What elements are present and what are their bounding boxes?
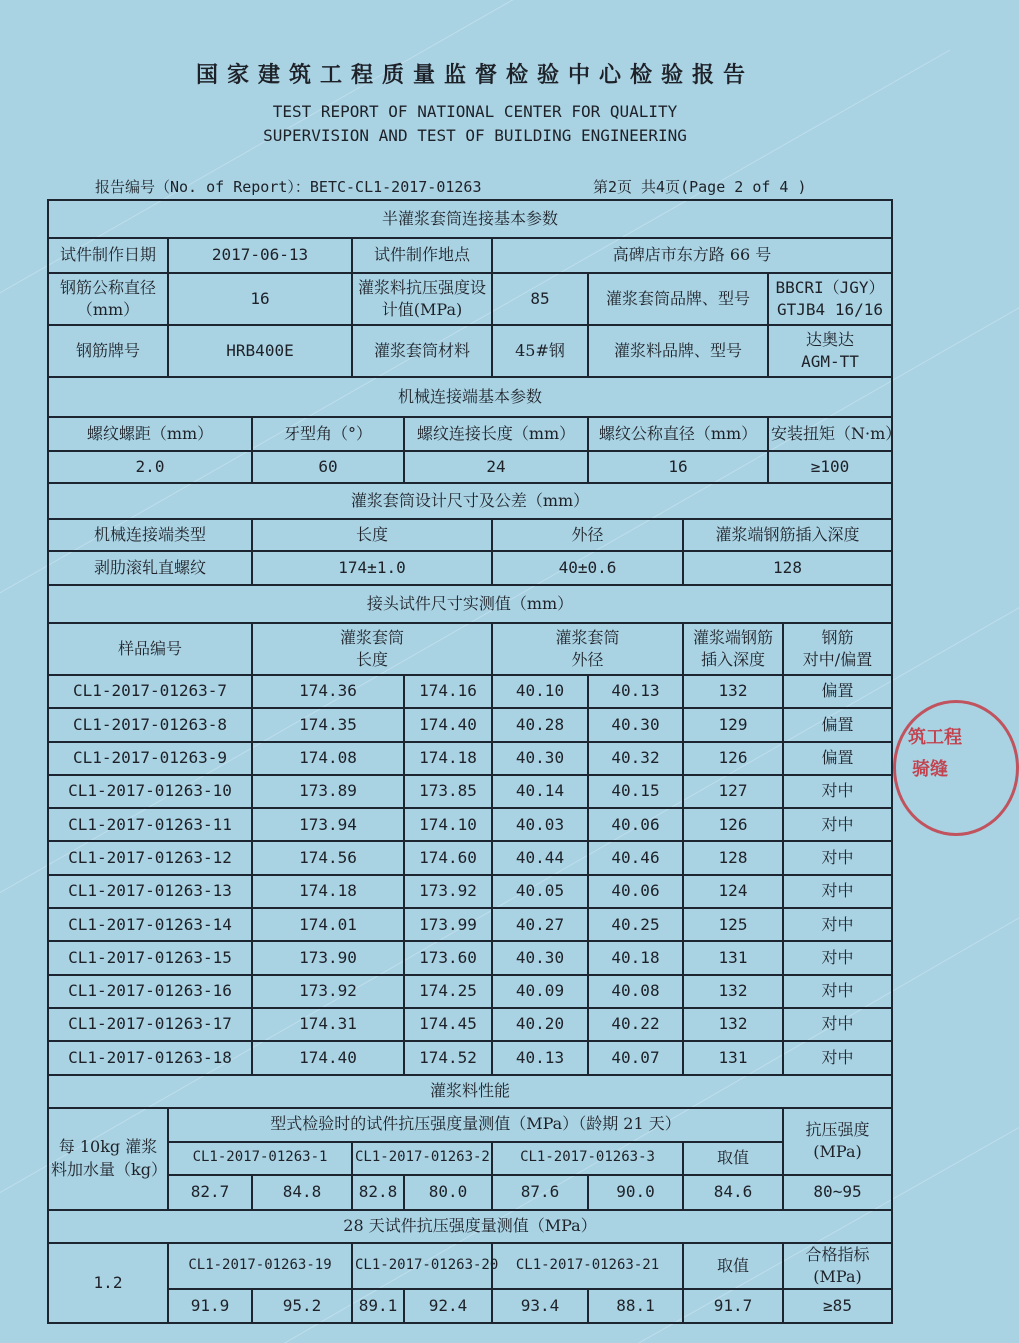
length-2: 174.45 xyxy=(404,1008,492,1041)
column-header: 灌浆端钢筋插入深度 xyxy=(683,519,892,551)
label-cell: 试件制作地点 xyxy=(352,238,492,273)
length-1: 173.90 xyxy=(252,941,404,974)
table-row xyxy=(48,975,892,1008)
stamp-text-1: 筑工程 xyxy=(908,727,962,748)
length-1: 173.89 xyxy=(252,775,404,808)
outer-dia-2: 40.18 xyxy=(588,941,683,974)
section-title-row xyxy=(48,377,892,417)
length-1: 174.35 xyxy=(252,708,404,741)
length-1: 174.01 xyxy=(252,908,404,941)
value-cell: 128 xyxy=(683,551,892,585)
seal-stamp xyxy=(893,700,1019,836)
alignment: 对中 xyxy=(783,941,892,974)
sample-id: CL1-2017-01263-7 xyxy=(48,675,252,708)
column-header: 样品编号 xyxy=(48,623,252,675)
stamp-text-2: 骑缝 xyxy=(912,759,948,780)
alignment: 偏置 xyxy=(783,675,892,708)
insert-depth: 129 xyxy=(683,708,783,741)
column-header xyxy=(783,623,892,675)
table-header-row xyxy=(48,519,892,551)
outer-dia-1: 40.09 xyxy=(492,975,588,1008)
section-title-row xyxy=(48,483,892,519)
table-row xyxy=(48,808,892,841)
outer-dia-1: 40.44 xyxy=(492,841,588,874)
header-line: 对中/偏置 xyxy=(802,650,873,669)
table-row xyxy=(48,551,892,585)
value-cell: 91.9 xyxy=(168,1289,252,1323)
value-cell: 40±0.6 xyxy=(492,551,683,585)
outer-dia-1: 40.30 xyxy=(492,941,588,974)
table-header-row xyxy=(48,1108,892,1142)
table-row xyxy=(48,675,892,708)
take-value-label: 取值 xyxy=(683,1142,783,1175)
alignment: 对中 xyxy=(783,975,892,1008)
length-2: 174.10 xyxy=(404,808,492,841)
length-1: 174.36 xyxy=(252,675,404,708)
table-header-row xyxy=(48,417,892,451)
insert-depth: 132 xyxy=(683,1008,783,1041)
label-cell: 灌浆料抗压强度设计值(MPa) xyxy=(352,273,492,325)
value-cell: 84.8 xyxy=(252,1175,352,1210)
value-cell: 80.0 xyxy=(404,1175,492,1210)
value-cell xyxy=(768,273,892,325)
outer-dia-2: 40.15 xyxy=(588,775,683,808)
outer-dia-1: 40.05 xyxy=(492,875,588,908)
sample-id: CL1-2017-01263-18 xyxy=(48,1041,252,1074)
header-line: 外径 xyxy=(571,650,604,669)
label-cell: 钢筋公称直径（mm） xyxy=(48,273,168,325)
value-cell: 89.1 xyxy=(352,1289,404,1323)
value-cell: 剥肋滚轧直螺纹 xyxy=(48,551,252,585)
insert-depth: 125 xyxy=(683,908,783,941)
column-header xyxy=(492,623,683,675)
column-header: 螺纹连接长度（mm） xyxy=(404,417,588,451)
column-header: 机械连接端类型 xyxy=(48,519,252,551)
section-title: 灌浆套筒设计尺寸及公差（mm） xyxy=(48,483,892,519)
outer-dia-1: 40.13 xyxy=(492,1041,588,1074)
value-cell: 92.4 xyxy=(404,1289,492,1323)
table-row xyxy=(48,708,892,741)
value-cell: 87.6 xyxy=(492,1175,588,1210)
header-line: 钢筋 xyxy=(821,627,854,647)
length-1: 174.56 xyxy=(252,841,404,874)
table-row xyxy=(48,325,892,377)
spec-label: 合格指标(MPa) xyxy=(783,1243,892,1290)
take-value: 91.7 xyxy=(683,1289,783,1323)
value-cell: 2017-06-13 xyxy=(168,238,352,273)
table-row xyxy=(48,1289,892,1323)
take-value: 84.6 xyxy=(683,1175,783,1210)
table-row xyxy=(48,908,892,941)
insert-depth: 128 xyxy=(683,841,783,874)
table-row xyxy=(48,1175,892,1210)
label-cell: 灌浆套筒品牌、型号 xyxy=(588,273,768,325)
alignment: 对中 xyxy=(783,841,892,874)
label-cell: 试件制作日期 xyxy=(48,238,168,273)
outer-dia-2: 40.07 xyxy=(588,1041,683,1074)
alignment: 对中 xyxy=(783,1041,892,1074)
insert-depth: 127 xyxy=(683,775,783,808)
length-1: 174.40 xyxy=(252,1041,404,1074)
report-title-en-line2: SUPERVISION AND TEST OF BUILDING ENGINEERING xyxy=(263,126,687,145)
strength-range-label: 抗压强度(MPa) xyxy=(783,1108,892,1175)
sample-id: CL1-2017-01263-19 xyxy=(168,1243,352,1290)
value-cell: 82.8 xyxy=(352,1175,404,1210)
sample-id: CL1-2017-01263-21 xyxy=(492,1243,683,1290)
value-cell: 82.7 xyxy=(168,1175,252,1210)
alignment: 对中 xyxy=(783,908,892,941)
section-title-row xyxy=(48,1075,892,1108)
insert-depth: 126 xyxy=(683,742,783,775)
table-row xyxy=(48,1142,892,1175)
report-number: 报告编号（No. of Report）：BETC-CL1-2017-01263 xyxy=(95,178,482,196)
insert-depth: 132 xyxy=(683,675,783,708)
take-value-label: 取值 xyxy=(683,1243,783,1290)
sample-id: CL1-2017-01263-17 xyxy=(48,1008,252,1041)
length-1: 174.18 xyxy=(252,875,404,908)
value-cell: 45#钢 xyxy=(492,325,588,377)
value-cell: 174±1.0 xyxy=(252,551,492,585)
insert-depth: 132 xyxy=(683,975,783,1008)
table-row xyxy=(48,775,892,808)
sample-id: CL1-2017-01263-16 xyxy=(48,975,252,1008)
header-line: 灌浆套筒 xyxy=(555,627,620,647)
value-cell xyxy=(768,325,892,377)
table-row xyxy=(48,742,892,775)
report-title-en-line1: TEST REPORT OF NATIONAL CENTER FOR QUALITY xyxy=(272,102,678,121)
outer-dia-1: 40.03 xyxy=(492,808,588,841)
header-line: 长度 xyxy=(355,650,388,669)
length-1: 174.08 xyxy=(252,742,404,775)
table-row xyxy=(48,1041,892,1074)
length-2: 174.52 xyxy=(404,1041,492,1074)
value-cell: ≥100 xyxy=(768,451,892,483)
spec-value: ≥85 xyxy=(783,1289,892,1323)
table-row xyxy=(48,451,892,483)
length-2: 174.40 xyxy=(404,708,492,741)
column-header: 外径 xyxy=(492,519,683,551)
column-header: 螺纹公称直径（mm） xyxy=(588,417,768,451)
length-1: 174.31 xyxy=(252,1008,404,1041)
section-title: 接头试件尺寸实测值（mm） xyxy=(48,585,892,623)
value-cell: 2.0 xyxy=(48,451,252,483)
column-header: 安装扭矩（N·m） xyxy=(768,417,892,451)
header-line: 灌浆套筒 xyxy=(339,627,404,647)
outer-dia-1: 40.28 xyxy=(492,708,588,741)
length-1: 173.94 xyxy=(252,808,404,841)
value-cell: 16 xyxy=(588,451,768,483)
value-cell: HRB400E xyxy=(168,325,352,377)
brand-line-2: GTJB4 16/16 xyxy=(777,300,883,319)
outer-dia-1: 40.30 xyxy=(492,742,588,775)
column-header xyxy=(252,623,492,675)
outer-dia-2: 40.46 xyxy=(588,841,683,874)
outer-dia-1: 40.10 xyxy=(492,675,588,708)
insert-depth: 131 xyxy=(683,941,783,974)
water-ratio-value: 1.2 xyxy=(48,1243,168,1324)
sample-id: CL1-2017-01263-3 xyxy=(492,1142,683,1175)
section-title-row xyxy=(48,585,892,623)
table-row xyxy=(48,841,892,874)
water-ratio-label: 每 10kg 灌浆料加水量（kg） xyxy=(48,1108,168,1210)
strength-range-value: 80~95 xyxy=(783,1175,892,1210)
sample-id: CL1-2017-01263-9 xyxy=(48,742,252,775)
sample-id: CL1-2017-01263-8 xyxy=(48,708,252,741)
value-cell: 高碑店市东方路 66 号 xyxy=(492,238,892,273)
length-2: 173.92 xyxy=(404,875,492,908)
sample-id: CL1-2017-01263-20 xyxy=(352,1243,492,1290)
table-row xyxy=(48,941,892,974)
insert-depth: 126 xyxy=(683,808,783,841)
alignment: 偏置 xyxy=(783,742,892,775)
outer-dia-1: 40.27 xyxy=(492,908,588,941)
outer-dia-2: 40.32 xyxy=(588,742,683,775)
outer-dia-2: 40.13 xyxy=(588,675,683,708)
sample-id: CL1-2017-01263-13 xyxy=(48,875,252,908)
value-cell: 95.2 xyxy=(252,1289,352,1323)
page-indicator: 第2页 共4页(Page 2 of 4 ) xyxy=(593,178,807,196)
alignment: 偏置 xyxy=(783,708,892,741)
report-title-cn: 国家建筑工程质量监督检验中心检验报告 xyxy=(195,63,754,88)
insert-depth: 131 xyxy=(683,1041,783,1074)
outer-dia-2: 40.25 xyxy=(588,908,683,941)
alignment: 对中 xyxy=(783,1008,892,1041)
value-cell: 85 xyxy=(492,273,588,325)
column-header: 长度 xyxy=(252,519,492,551)
alignment: 对中 xyxy=(783,775,892,808)
value-cell: 90.0 xyxy=(588,1175,683,1210)
table-row xyxy=(48,238,892,273)
section-title: 28 天试件抗压强度量测值（MPa） xyxy=(48,1210,892,1243)
outer-dia-2: 40.06 xyxy=(588,808,683,841)
table-row xyxy=(48,875,892,908)
label-cell: 灌浆套筒材料 xyxy=(352,325,492,377)
section-title: 半灌浆套筒连接基本参数 xyxy=(48,200,892,238)
sample-id: CL1-2017-01263-10 xyxy=(48,775,252,808)
column-header: 螺纹螺距（mm） xyxy=(48,417,252,451)
length-2: 174.18 xyxy=(404,742,492,775)
outer-dia-2: 40.06 xyxy=(588,875,683,908)
section-title: 机械连接端基本参数 xyxy=(48,377,892,417)
sample-id: CL1-2017-01263-2 xyxy=(352,1142,492,1175)
sample-id: CL1-2017-01263-14 xyxy=(48,908,252,941)
sample-id: CL1-2017-01263-15 xyxy=(48,941,252,974)
section-title-row xyxy=(48,200,892,238)
label-cell: 灌浆料品牌、型号 xyxy=(588,325,768,377)
length-2: 173.60 xyxy=(404,941,492,974)
header-line: 灌浆端钢筋 xyxy=(692,627,773,647)
type-test-title: 型式检验时的试件抗压强度量测值（MPa）（龄期 21 天） xyxy=(168,1108,783,1142)
insert-depth: 124 xyxy=(683,875,783,908)
header-line: 插入深度 xyxy=(700,650,765,669)
length-2: 173.85 xyxy=(404,775,492,808)
column-header: 牙型角（°） xyxy=(252,417,404,451)
alignment: 对中 xyxy=(783,808,892,841)
length-2: 174.16 xyxy=(404,675,492,708)
column-header xyxy=(683,623,783,675)
length-1: 173.92 xyxy=(252,975,404,1008)
section-title: 灌浆料性能 xyxy=(48,1075,892,1108)
length-2: 174.25 xyxy=(404,975,492,1008)
report-number-line xyxy=(95,176,807,197)
sample-rows xyxy=(48,675,892,1075)
report-table xyxy=(47,199,902,1324)
table-row xyxy=(48,1243,892,1290)
value-cell: 24 xyxy=(404,451,588,483)
section-title-row xyxy=(48,1210,892,1243)
brand-line-1: BBCRI（JGY） xyxy=(775,277,885,297)
outer-dia-1: 40.14 xyxy=(492,775,588,808)
sample-id: CL1-2017-01263-1 xyxy=(168,1142,352,1175)
outer-dia-2: 40.22 xyxy=(588,1008,683,1041)
label-cell: 钢筋牌号 xyxy=(48,325,168,377)
table-row xyxy=(48,1008,892,1041)
table-row xyxy=(48,273,892,325)
grout-brand-line-1: 达奥达 xyxy=(806,329,855,349)
length-2: 173.99 xyxy=(404,908,492,941)
length-2: 174.60 xyxy=(404,841,492,874)
value-cell: 60 xyxy=(252,451,404,483)
table-header-row xyxy=(48,623,892,675)
grout-brand-line-2: AGM-TT xyxy=(801,352,859,371)
outer-dia-2: 40.08 xyxy=(588,975,683,1008)
value-cell: 93.4 xyxy=(492,1289,588,1323)
sample-id: CL1-2017-01263-11 xyxy=(48,808,252,841)
outer-dia-1: 40.20 xyxy=(492,1008,588,1041)
value-cell: 88.1 xyxy=(588,1289,683,1323)
value-cell: 16 xyxy=(168,273,352,325)
sample-id: CL1-2017-01263-12 xyxy=(48,841,252,874)
alignment: 对中 xyxy=(783,875,892,908)
outer-dia-2: 40.30 xyxy=(588,708,683,741)
